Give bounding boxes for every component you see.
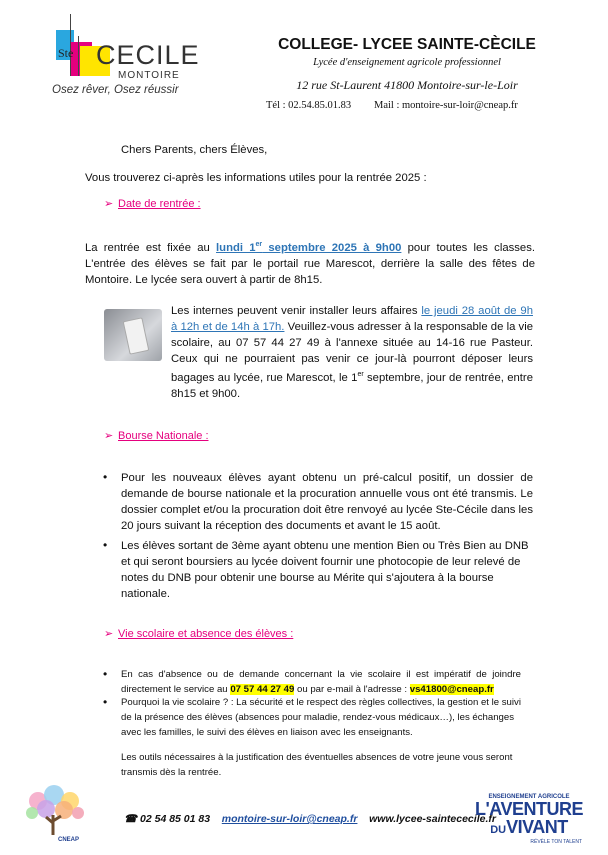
section-heading-bourse (104, 429, 209, 442)
intro: Vous trouverez ci-après les informations utiles pour la rentrée 2025 : (85, 172, 427, 184)
tree-logo (18, 783, 92, 845)
vie-item-2: Pourquoi la vie scolaire ? : La sécurité et le respect des règles collectives, la gestion et le suivi de la présence des élèves (absences pour maladie, rendez-vous médicaux…), les échanges avec les familles, le suivi des élèves en liaison avec les enseignants. (121, 697, 521, 738)
section-heading-label: Bourse Nationale : (118, 430, 209, 442)
footer-website[interactable]: www.lycee-saintececile.fr (369, 813, 496, 825)
bourse-item-2: Les élèves sortant de 3ème ayant obtenu une mention Bien ou Très Bien au DNB et qui seront boursiers au lycée doivent fournir une photocopie de leur relevé de notes du DNB pour obtenir une bourse au Mérite qui s'ajoutera à la bourse nationale. (121, 540, 529, 600)
vie-phone: 07 57 44 27 49 (230, 684, 295, 695)
footer-phone: 02 54 85 01 83 (140, 813, 211, 825)
footer-email-link[interactable]: montoire-sur-loir@cneap.fr (221, 813, 358, 825)
logo-town: MONTOIRE (118, 70, 180, 81)
greeting: Chers Parents, chers Élèves, (121, 144, 268, 156)
arrow-bullet-icon: ➢ (104, 198, 114, 210)
logo-slogan: Osez rêver, Osez réussir (52, 84, 179, 96)
section-heading-rentree (104, 197, 201, 210)
bullet-dot: • (103, 667, 108, 681)
bourse-item-1: Pour les nouveaux élèves ayant obtenu un pré-calcul positif, un dossier de demande de bourse nationale et la procuration annuelle vous ont été transmis. Le dossier complet et/ou la procuration doit être renvoyé au lycée Ste-Cécile dans les 20 jours suivant la réception des documents et avant le 15 août. (121, 472, 533, 532)
internes-date: le jeudi 28 août de 9h à 12h et de 14h à 17h. (171, 305, 533, 333)
school-address: 12 rue St-Laurent 41800 Montoire-sur-le-Loir (296, 78, 518, 92)
bullet-dot: • (103, 538, 108, 552)
footer-contact (124, 813, 496, 825)
vie-item-1: En cas d'absence ou de demande concernant la vie scolaire il est impératif de joindre directement le service au 07 57 44 27 49 ou par e-mail à l'adresse : vs41800@cneap.fr (121, 669, 521, 695)
logo-st: Ste (58, 46, 74, 60)
tree-logo-text: CNEAP (58, 837, 80, 843)
aventure-du-vivant-logo: ENSEIGNEMENT AGRICOLE L'AVENTURE DUVIVANT RÉVÈLE TON TALENT (475, 794, 583, 845)
school-logo (52, 12, 200, 102)
vie-email: vs41800@cneap.fr (409, 684, 494, 695)
rentree-paragraph: La rentrée est fixée au lundi 1er septembre 2025 à 9h00 pour toutes les classes. L'entrée des élèves se fait par le portail rue Marescot, derrière la salle des fêtes de Montoire. Le lycée sera ouvert à partir de 8h15. (85, 241, 535, 286)
section-heading-vie (104, 627, 293, 640)
arrow-bullet-icon: ➢ (104, 430, 114, 442)
phone-icon: ☎ (124, 813, 138, 825)
school-tel: Tél : 02.54.85.01.83 (266, 100, 352, 111)
section-heading-label: Vie scolaire et absence des élèves : (118, 628, 294, 640)
school-subtitle: Lycée d'enseignement agricole professionnel (313, 57, 501, 68)
section-heading-label: Date de rentrée : (118, 198, 201, 210)
rentree-date: lundi 1er septembre 2025 à 9h00 (216, 241, 402, 254)
bullet-dot: • (103, 470, 108, 484)
school-mail: Mail : montoire-sur-loir@cneap.fr (374, 100, 518, 111)
bullet-dot: • (103, 695, 108, 709)
vie-item-3: Les outils nécessaires à la justification des éventuelles absences de votre jeune vous seront transmis dès la rentrée. (121, 752, 513, 778)
suitcase-photo (104, 309, 162, 361)
logo-name: CECILE (96, 40, 200, 70)
internes-paragraph: Les internes peuvent venir installer leurs affaires le jeudi 28 août de 9h à 12h et de 14h à 17h. Veuillez-vous adresser à la responsable de la vie scolaire, au 07 57 44 27 49 à l'annexe située au 14-16 rue Pasteur. Ceux qui ne pourraient pas venir ce jour-là pourront déposer leurs bagages au lycée, rue Marescot, le 1er septembre, jour de rentrée, entre 8h15 et 9h00. (171, 305, 533, 400)
arrow-bullet-icon: ➢ (104, 628, 114, 640)
school-title: COLLEGE- LYCEE SAINTE-CÈCILE (278, 36, 536, 53)
